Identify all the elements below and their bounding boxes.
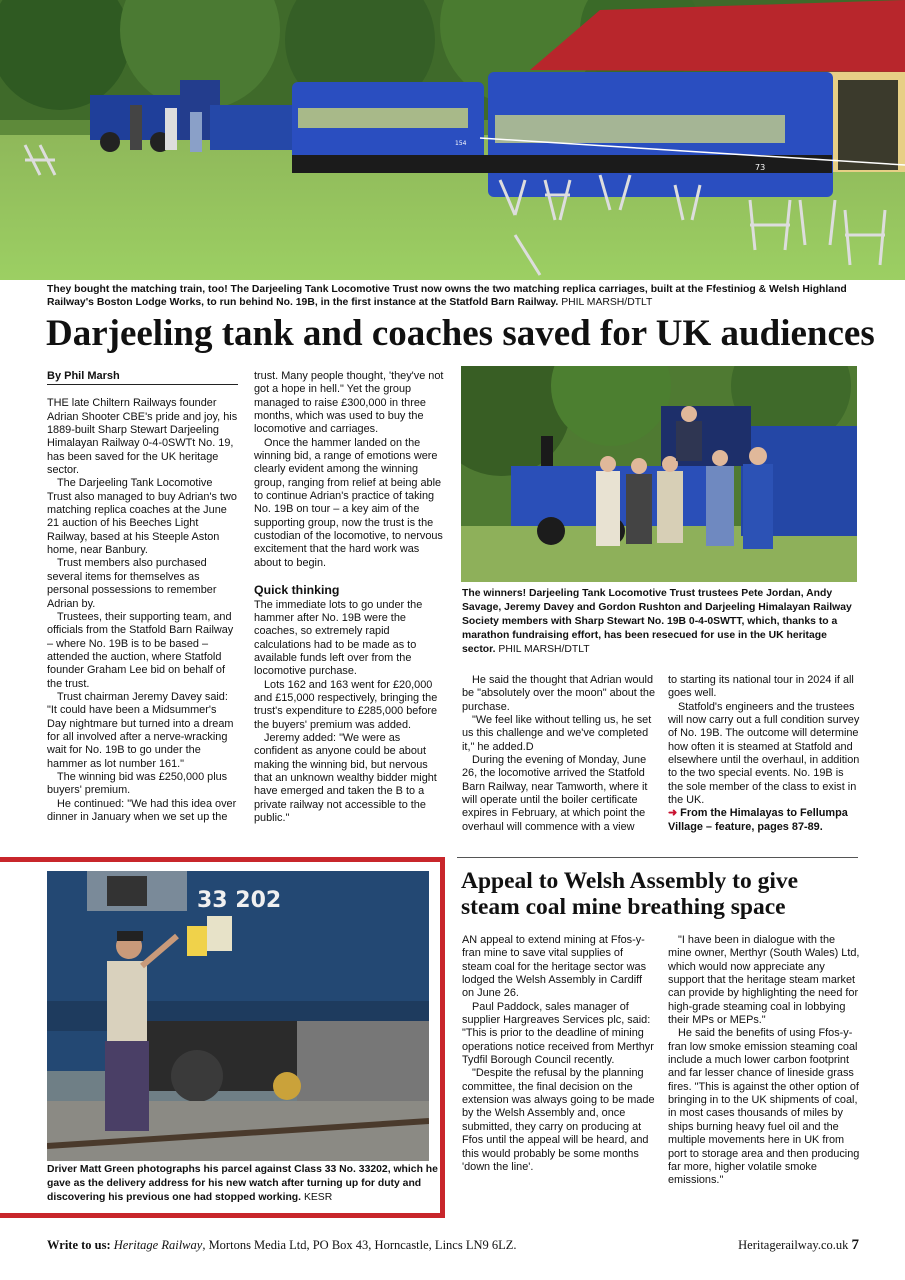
website-link[interactable]: Heritagerailway.co.uk bbox=[738, 1238, 849, 1252]
main-headline: Darjeeling tank and coaches saved for UK audiences bbox=[46, 313, 875, 354]
cross-reference bbox=[668, 807, 860, 834]
loco-caption-text: Driver Matt Green photographs his parcel against Class 33 No. 33202, which he gave as the delivery address for his new watch after turning up for duty and discovering his previous one had stopped working. bbox=[47, 1164, 438, 1203]
paragraph: Lots 162 and 163 went for £20,000 and £15,000 respectively, bringing the trust's expenditure to £285,000 before the buyers' premium was added. bbox=[254, 678, 438, 731]
paragraph: Jeremy added: "We were as confident as anyone could be about making the winning bid, but nervous that an unknown wealthy bidder might have emerged and taken the B to a private railway not accessible to the public." bbox=[254, 731, 437, 824]
subheading: Quick thinking bbox=[254, 583, 340, 598]
paragraph: During the evening of Monday, June 26, the locomotive arrived the Statfold Barn Railway, near Tamworth, where it will operate until the boiler certificate expires in February, at which point the overhaul will commence with a view bbox=[462, 754, 648, 833]
paragraph: THE late Chiltern Railways founder Adrian Shooter CBE's pride and joy, his 1889-built Sharp Stewart Darjeeling Himalayan Railway 0-4-0SWTt No. 19, has been saved for the UK heritage sector. bbox=[47, 397, 238, 477]
carriage-number-154: 154 bbox=[455, 140, 467, 147]
appeal-headline: Appeal to Welsh Assembly to give steam coal mine breathing space bbox=[461, 868, 799, 920]
paragraph: The winning bid was £250,000 plus buyers' premium. bbox=[47, 770, 228, 797]
appeal-column-2 bbox=[668, 934, 860, 1188]
loco-caption-credit: KESR bbox=[303, 1192, 333, 1203]
paragraph: The Darjeeling Tank Locomotive Trust also managed to buy Adrian's two matching replica coaches at the June 21 auction of his Beeches Light Railway, based at his Steeple Aston home, near Banbury. bbox=[47, 477, 237, 557]
byline: By Phil Marsh bbox=[47, 370, 238, 385]
footer-address: , Mortons Media Ltd, PO Box 43, Horncastle, Lincs LN9 6LZ. bbox=[202, 1238, 517, 1252]
winners-photo-caption bbox=[462, 587, 860, 657]
article-column-1 bbox=[47, 370, 238, 824]
footer-magazine-name: Heritage Railway bbox=[113, 1238, 203, 1252]
footer-write-label: Write to us: bbox=[47, 1238, 111, 1252]
paragraph: Paul Paddock, sales manager of supplier Hargreaves Services plc, said: "This is prior to the deadline of mining operations notice received from Merthyr Tydfil Borough Council recently. bbox=[462, 1000, 654, 1067]
paragraph: "We feel like without telling us, he set us this challenge and we've completed it," he added.D bbox=[462, 714, 652, 753]
winners-caption-credit: PHIL MARSH/DTLT bbox=[498, 644, 590, 655]
footer-right bbox=[738, 1237, 859, 1254]
winners-caption-text: The winners! Darjeeling Tank Locomotive Trust trustees Pete Jordan, Andy Savage, Jeremy Davey and Gordon Rushton and Darjeeling Himalayan Railway Society members with Sharp Stewart No. 19B 0-4-0SWTT, which, thanks to a marathon fundraising effort, has been resecued for use in the UK heritage sector. bbox=[462, 588, 852, 655]
cross-reference-text: From the Himalayas to Fellumpa Village – feature, pages 87-89. bbox=[668, 807, 848, 833]
page-number: 7 bbox=[851, 1237, 859, 1253]
driver-with-class-33-photo bbox=[47, 871, 429, 1161]
section-divider bbox=[457, 857, 858, 858]
appeal-column-1 bbox=[462, 934, 655, 1174]
paragraph: to starting its national tour in 2024 if all goes well. bbox=[668, 674, 854, 700]
article-column-3 bbox=[462, 674, 655, 834]
top-photo-caption bbox=[47, 283, 859, 310]
page-footer bbox=[47, 1238, 859, 1253]
paragraph: He said the benefits of using Ffos-y-fran low smoke emission steaming coal include a much lower carbon footprint and far lesser chance of lineside grass fires. "This is against the other option of bringing in to the UK shipments of coal, in most cases thousands of miles by ships burning heavy fuel oil and the multiple movements here in UK from port to storage area and then producing far more, higher volatile smoke emissions." bbox=[668, 1027, 860, 1187]
paragraph: Trustees, their supporting team, and officials from the Statfold Barn Railway – where No. 19B is to be based – attended the auction, where Statfold founder Graham Lee bid on behalf of the trust. bbox=[47, 610, 234, 690]
loco-number: 33 202 bbox=[197, 888, 282, 913]
paragraph: trust. Many people thought, 'they've not got a hope in hell." Yet the group managed to raise £300,000 in three months, which was used to buy the locomotive and carriages. bbox=[254, 370, 444, 436]
loco-photo-caption bbox=[47, 1163, 439, 1205]
carriage-number-73: 73 bbox=[755, 163, 766, 172]
arrow-right-icon: ➜ bbox=[668, 807, 678, 820]
article-column-2 bbox=[254, 370, 446, 825]
paragraph: He said the thought that Adrian would be "absolutely over the moon" about the purchase. bbox=[462, 674, 656, 713]
trustees-with-locomotive-photo bbox=[461, 366, 857, 582]
paragraph: AN appeal to extend mining at Ffos-y-fran mine to save vital supplies of steam coal for the heritage sector was lodged the Welsh Assembly in Cardiff on June 26. bbox=[462, 934, 647, 1000]
article-column-4 bbox=[668, 674, 860, 834]
paragraph: Once the hammer landed on the winning bid, a range of emotions were clearly evident among the winning group, ranging from relief at being able to continue Adrian's practice of taking No. 19B on tour – a key aim of the supporting group, now the trust is the custodian of the locomotive, to nervous excitement that the hard work was about to begin. bbox=[254, 436, 443, 569]
paragraph: Trust members also purchased several items for themselves as personal possessions to remember Adrian by. bbox=[47, 557, 217, 610]
paragraph: He continued: "We had this idea over dinner in January when we set up the bbox=[47, 797, 237, 823]
paragraph: The immediate lots to go under the hammer after No. 19B were the coaches, so extremely rapid calculations had to be made as to available funds left over from the locomotive purchase. bbox=[254, 598, 423, 678]
top-caption-text: They bought the matching train, too! The Darjeeling Tank Locomotive Trust now owns the two matching replica carriages, built at the Ffestiniog & Welsh Highland Railway's Boston Lodge Works, to run behind No. 19B, in the first instance at the Statfold Barn Railway. bbox=[47, 284, 847, 309]
paragraph: "Despite the refusal by the planning committee, the final decision on the extension was always going to be made by the Welsh Assembly and, once submitted, they carry on producing at Ffos until the appeal will be heard, and this would probably be some months 'down the line'. bbox=[462, 1067, 655, 1173]
paragraph: Trust chairman Jeremy Davey said: "It could have been a Midsummer's Day nightmare but turned into a dream for all involved after a nerve-wracking wait for No. 19B to go under the hammer as lot number 161." bbox=[47, 690, 234, 770]
paragraph: "I have been in dialogue with the mine owner, Merthyr (South Wales) Ltd, which would now appreciate any support that the heritage steam market can provide by highlighting the need for high-grade steaming coal in lobbying their MPs or MEPs." bbox=[668, 934, 860, 1027]
paragraph: Statfold's engineers and the trustees will now carry out a full condition survey of No. 19B. The outcome will determine how often it is steamed at Statfold and elsewhere until the overhaul, in addition to the two special events. No. 19B is the sole member of the class to exist in the UK. bbox=[668, 700, 860, 807]
train-carriages-photo bbox=[0, 0, 905, 280]
top-caption-credit: PHIL MARSH/DTLT bbox=[561, 297, 653, 309]
